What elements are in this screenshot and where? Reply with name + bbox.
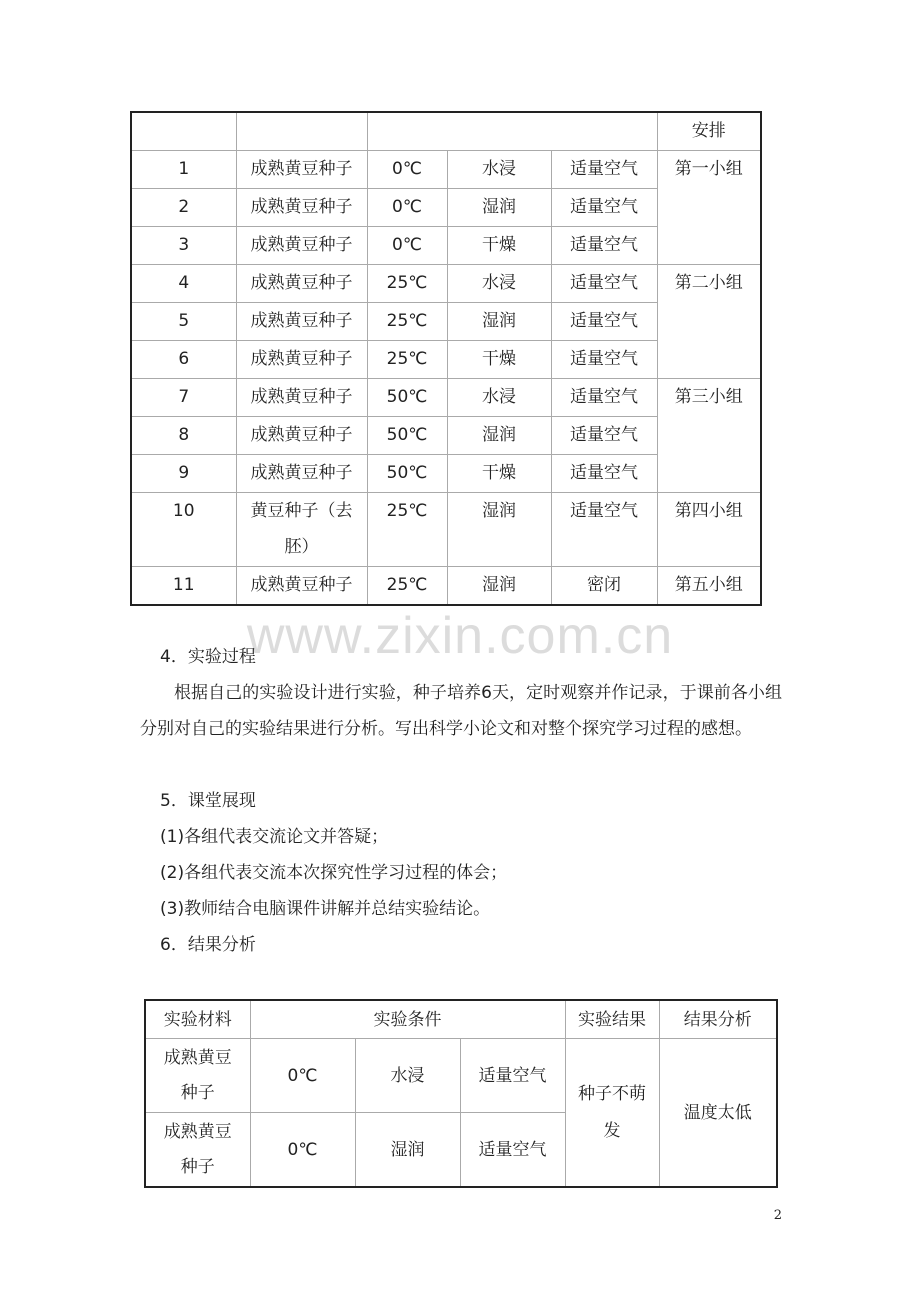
seed-material: 成熟黄豆种子 xyxy=(145,1039,250,1113)
row-number: 2 xyxy=(131,189,236,227)
experiment-result: 种子不萌发 xyxy=(565,1039,659,1188)
table-row xyxy=(145,1039,777,1113)
air-condition: 适量空气 xyxy=(551,189,657,227)
air-condition: 适量空气 xyxy=(551,341,657,379)
page-number: 2 xyxy=(773,1208,782,1223)
watermark: www.zixin.com.cn xyxy=(246,607,674,665)
seed-material: 成熟黄豆种子 xyxy=(236,567,367,606)
water-condition: 干燥 xyxy=(447,227,551,265)
water-condition: 水浸 xyxy=(447,379,551,417)
table-row xyxy=(131,151,761,189)
air-condition: 适量空气 xyxy=(551,227,657,265)
air-condition: 适量空气 xyxy=(551,303,657,341)
water-condition: 湿润 xyxy=(447,303,551,341)
section-heading-6: 6．结果分析 xyxy=(160,935,256,955)
seed-material: 成熟黄豆种子 xyxy=(236,379,367,417)
seed-material: 成熟黄豆种子 xyxy=(236,151,367,189)
temperature: 25℃ xyxy=(367,303,447,341)
group-assignment: 第二小组 xyxy=(657,265,761,379)
temperature: 50℃ xyxy=(367,417,447,455)
list-item: (2)各组代表交流本次探究性学习过程的体会； xyxy=(160,863,508,883)
water-condition: 水浸 xyxy=(355,1039,460,1113)
header-material: 实验材料 xyxy=(145,1000,250,1039)
temperature: 25℃ xyxy=(367,493,447,567)
table-row xyxy=(131,265,761,303)
water-condition: 水浸 xyxy=(447,265,551,303)
table-header-row xyxy=(131,112,761,151)
row-number: 7 xyxy=(131,379,236,417)
row-number: 3 xyxy=(131,227,236,265)
table-row xyxy=(131,567,761,606)
air-condition: 适量空气 xyxy=(551,455,657,493)
result-analysis: 温度太低 xyxy=(659,1039,777,1188)
seed-material: 成熟黄豆种子 xyxy=(236,303,367,341)
group-assignment: 第一小组 xyxy=(657,151,761,265)
temperature: 25℃ xyxy=(367,341,447,379)
temperature: 25℃ xyxy=(367,567,447,606)
header-cell-arrangement: 安排 xyxy=(657,112,761,151)
row-number: 10 xyxy=(131,493,236,567)
water-condition: 湿润 xyxy=(447,493,551,567)
section-4-paragraph: 根据自己的实验设计进行实验，种子培养6天，定时观察并作记录，于课前各小组分别对自己的实验结果进行分析。写出科学小论文和对整个探究学习过程的感想。 xyxy=(140,683,782,739)
air-condition: 密闭 xyxy=(551,567,657,606)
water-condition: 湿润 xyxy=(355,1113,460,1188)
water-condition: 湿润 xyxy=(447,189,551,227)
temperature: 0℃ xyxy=(367,227,447,265)
air-condition: 适量空气 xyxy=(551,379,657,417)
group-assignment: 第三小组 xyxy=(657,379,761,493)
water-condition: 湿润 xyxy=(447,567,551,606)
group-assignment: 第五小组 xyxy=(657,567,761,606)
row-number: 1 xyxy=(131,151,236,189)
list-item: (3)教师结合电脑课件讲解并总结实验结论。 xyxy=(160,899,491,919)
temperature: 0℃ xyxy=(250,1113,355,1188)
header-conditions: 实验条件 xyxy=(250,1000,565,1039)
seed-material: 黄豆种子（去胚） xyxy=(236,493,367,567)
water-condition: 湿润 xyxy=(447,417,551,455)
seed-material: 成熟黄豆种子 xyxy=(236,227,367,265)
temperature: 0℃ xyxy=(250,1039,355,1113)
group-assignment: 第四小组 xyxy=(657,493,761,567)
row-number: 5 xyxy=(131,303,236,341)
temperature: 25℃ xyxy=(367,265,447,303)
row-number: 11 xyxy=(131,567,236,606)
row-number: 8 xyxy=(131,417,236,455)
header-analysis: 结果分析 xyxy=(659,1000,777,1039)
table-row xyxy=(131,493,761,567)
temperature: 0℃ xyxy=(367,189,447,227)
header-cell xyxy=(367,112,657,151)
section-heading-4: 4．实验过程 xyxy=(160,647,256,667)
header-cell xyxy=(236,112,367,151)
water-condition: 水浸 xyxy=(447,151,551,189)
air-condition: 适量空气 xyxy=(551,417,657,455)
temperature: 50℃ xyxy=(367,379,447,417)
row-number: 9 xyxy=(131,455,236,493)
air-condition: 适量空气 xyxy=(460,1039,565,1113)
seed-material: 成熟黄豆种子 xyxy=(236,455,367,493)
header-result: 实验结果 xyxy=(565,1000,659,1039)
table-row xyxy=(131,379,761,417)
section-heading-5: 5．课堂展现 xyxy=(160,791,256,811)
seed-material: 成熟黄豆种子 xyxy=(236,189,367,227)
water-condition: 干燥 xyxy=(447,455,551,493)
row-number: 6 xyxy=(131,341,236,379)
seed-material: 成熟黄豆种子 xyxy=(145,1113,250,1188)
air-condition: 适量空气 xyxy=(551,265,657,303)
seed-material: 成熟黄豆种子 xyxy=(236,265,367,303)
table-header-row xyxy=(145,1000,777,1039)
list-item: (1)各组代表交流论文并答疑； xyxy=(160,827,389,847)
air-condition: 适量空气 xyxy=(551,493,657,567)
result-analysis-table xyxy=(144,999,778,1188)
air-condition: 适量空气 xyxy=(460,1113,565,1188)
water-condition: 干燥 xyxy=(447,341,551,379)
row-number: 4 xyxy=(131,265,236,303)
seed-material: 成熟黄豆种子 xyxy=(236,341,367,379)
seed-material: 成熟黄豆种子 xyxy=(236,417,367,455)
experiment-arrangement-table xyxy=(130,111,762,606)
temperature: 0℃ xyxy=(367,151,447,189)
temperature: 50℃ xyxy=(367,455,447,493)
header-cell xyxy=(131,112,236,151)
air-condition: 适量空气 xyxy=(551,151,657,189)
